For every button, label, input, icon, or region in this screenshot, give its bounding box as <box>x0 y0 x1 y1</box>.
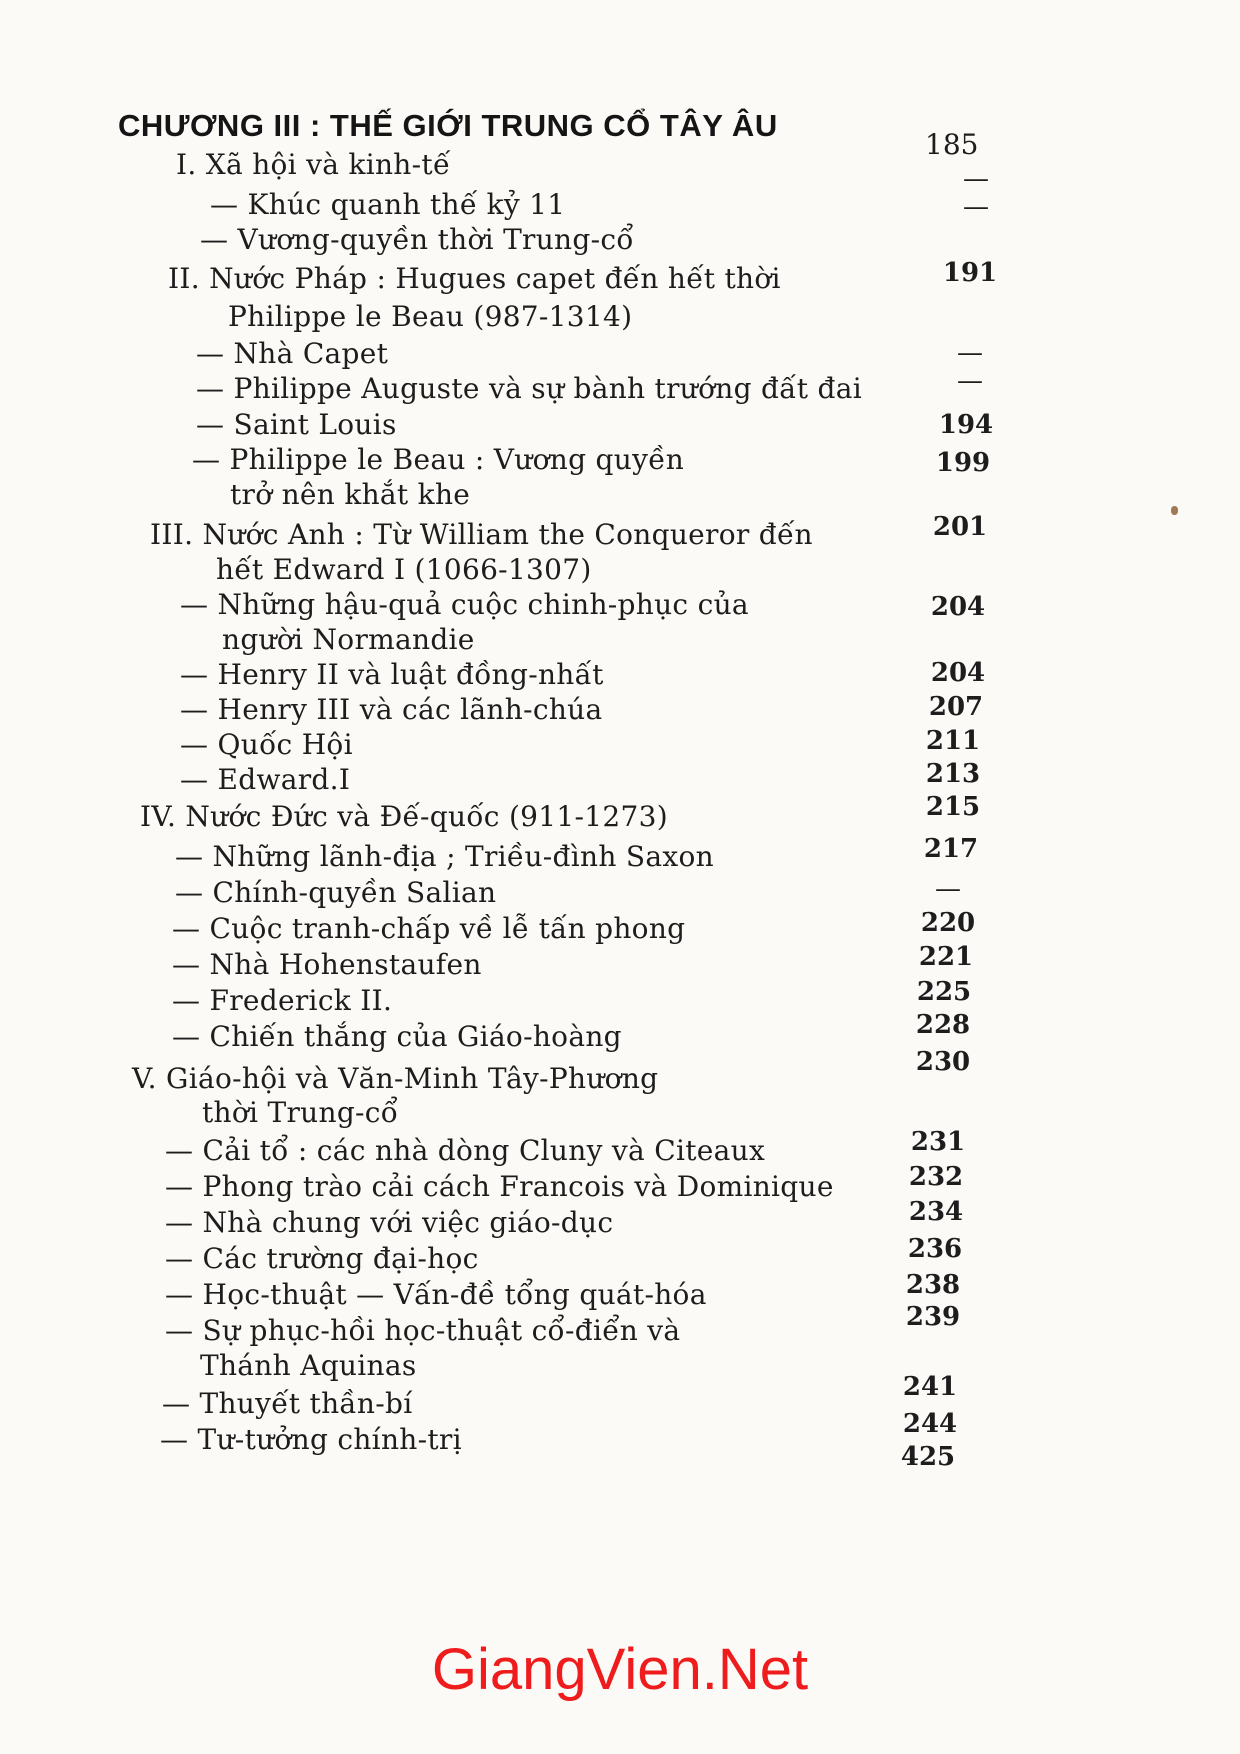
toc-entry-page: 199 <box>935 448 991 478</box>
chapter-heading: CHƯƠNG III : THẾ GIỚI TRUNG CỔ TÂY ÂU <box>118 108 778 143</box>
toc-entry-page: 234 <box>908 1197 964 1227</box>
toc-entry-title: người Normandie <box>222 623 475 656</box>
paper-speck <box>1171 506 1178 515</box>
toc-entry-title: — Henry II và luật đồng-nhất <box>180 658 604 691</box>
toc-entry-page: 207 <box>928 692 984 722</box>
toc-entry-title: — Những hậu-quả cuộc chinh-phục của <box>180 588 749 621</box>
toc-entry-title: — Nhà chung với việc giáo-dục <box>165 1206 614 1239</box>
toc-entry-title: trở nên khắt khe <box>230 478 471 511</box>
toc-entry-title: II. Nước Pháp : Hugues capet đến hết thời <box>168 262 781 295</box>
toc-entry-page: 204 <box>930 592 986 622</box>
toc-entry-title: — Cuộc tranh-chấp về lễ tấn phong <box>172 912 686 945</box>
toc-entry-title: — Nhà Hohenstaufen <box>172 948 482 981</box>
toc-entry-title: — Philippe Auguste và sự bành trướng đất đai <box>196 372 862 405</box>
toc-entry-title: — Edward.I <box>180 763 351 796</box>
toc-entry-title: — Những lãnh-địa ; Triều-đình Saxon <box>175 840 714 873</box>
toc-entry-title: — Sự phục-hồi học-thuật cổ-điển và <box>165 1314 681 1347</box>
toc-entry-title: — Henry III và các lãnh-chúa <box>180 693 603 726</box>
toc-entry-page: — <box>963 164 989 194</box>
toc-entry-page: 236 <box>907 1234 963 1264</box>
toc-entry-title: — Nhà Capet <box>196 337 389 370</box>
toc-entry-page: 232 <box>908 1162 964 1192</box>
toc-entry-page: 215 <box>925 792 981 822</box>
toc-entry-title: V. Giáo-hội và Văn-Minh Tây-Phương <box>132 1062 659 1095</box>
toc-entry-page: — <box>957 366 983 396</box>
toc-entry-page: 241 <box>902 1372 958 1402</box>
toc-entry-title: — Chiến thắng của Giáo-hoàng <box>172 1020 622 1053</box>
toc-entry-title: — Frederick II. <box>172 984 393 1017</box>
toc-entry-title: — Vương-quyền thời Trung-cổ <box>200 223 634 256</box>
toc-entry-title: — Thuyết thần-bí <box>162 1387 413 1420</box>
toc-entry-page: 230 <box>915 1047 971 1077</box>
toc-entry-page: 239 <box>905 1302 961 1332</box>
toc-entry-page: 211 <box>925 726 981 756</box>
toc-entry-page: — <box>935 874 961 904</box>
toc-entry-page: 221 <box>918 942 974 972</box>
toc-entry-title: — Tư-tưởng chính-trị <box>160 1423 462 1456</box>
toc-entry-page: — <box>957 338 983 368</box>
toc-entry-page: 217 <box>923 834 979 864</box>
toc-entry-page: 238 <box>905 1270 961 1300</box>
toc-entry-title: — Saint Louis <box>196 408 397 441</box>
toc-entry-page: 231 <box>910 1127 966 1157</box>
toc-entry-title: — Quốc Hội <box>180 728 353 761</box>
toc-entry-page: 201 <box>932 512 988 542</box>
watermark: GiangVien.Net <box>431 1637 809 1702</box>
toc-entry-page: 244 <box>902 1409 958 1439</box>
toc-entry-title: III. Nước Anh : Từ William the Conqueror đến <box>150 518 813 551</box>
toc-entry-title: Philippe le Beau (987-1314) <box>228 300 633 333</box>
toc-entry-title: — Các trường đại-học <box>165 1242 479 1275</box>
toc-entry-page: 228 <box>915 1010 971 1040</box>
toc-entry-title: — Cải tổ : các nhà dòng Cluny và Citeaux <box>165 1134 766 1167</box>
toc-entry-page: 220 <box>920 908 976 938</box>
toc-entry-title: I. Xã hội và kinh-tế <box>176 148 451 181</box>
toc-entry-title: — Philippe le Beau : Vương quyền <box>192 443 685 476</box>
toc-entry-page: 213 <box>925 759 981 789</box>
toc-entry-page: 425 <box>900 1442 956 1472</box>
chapter-page-number: 185 <box>925 128 979 161</box>
toc-entry-title: hết Edward I (1066-1307) <box>216 553 592 586</box>
toc-entry-title: Thánh Aquinas <box>200 1349 417 1382</box>
toc-entry-page: — <box>963 192 989 222</box>
toc-entry-title: — Chính-quyền Salian <box>175 876 497 909</box>
toc-entry-title: thời Trung-cổ <box>202 1096 399 1129</box>
toc-entry-page: 225 <box>916 977 972 1007</box>
toc-entry-page: 204 <box>930 658 986 688</box>
toc-entry-title: — Phong trào cải cách Francois và Dominique <box>165 1170 834 1203</box>
toc-entry-page: 191 <box>942 258 998 288</box>
toc-entry-title: — Học-thuật — Vấn-đề tổng quát-hóa <box>165 1278 707 1311</box>
toc-entry-page: 194 <box>938 410 994 440</box>
toc-entry-title: — Khúc quanh thế kỷ 11 <box>210 188 566 221</box>
toc-entry-title: IV. Nước Đức và Đế-quốc (911-1273) <box>140 800 668 833</box>
